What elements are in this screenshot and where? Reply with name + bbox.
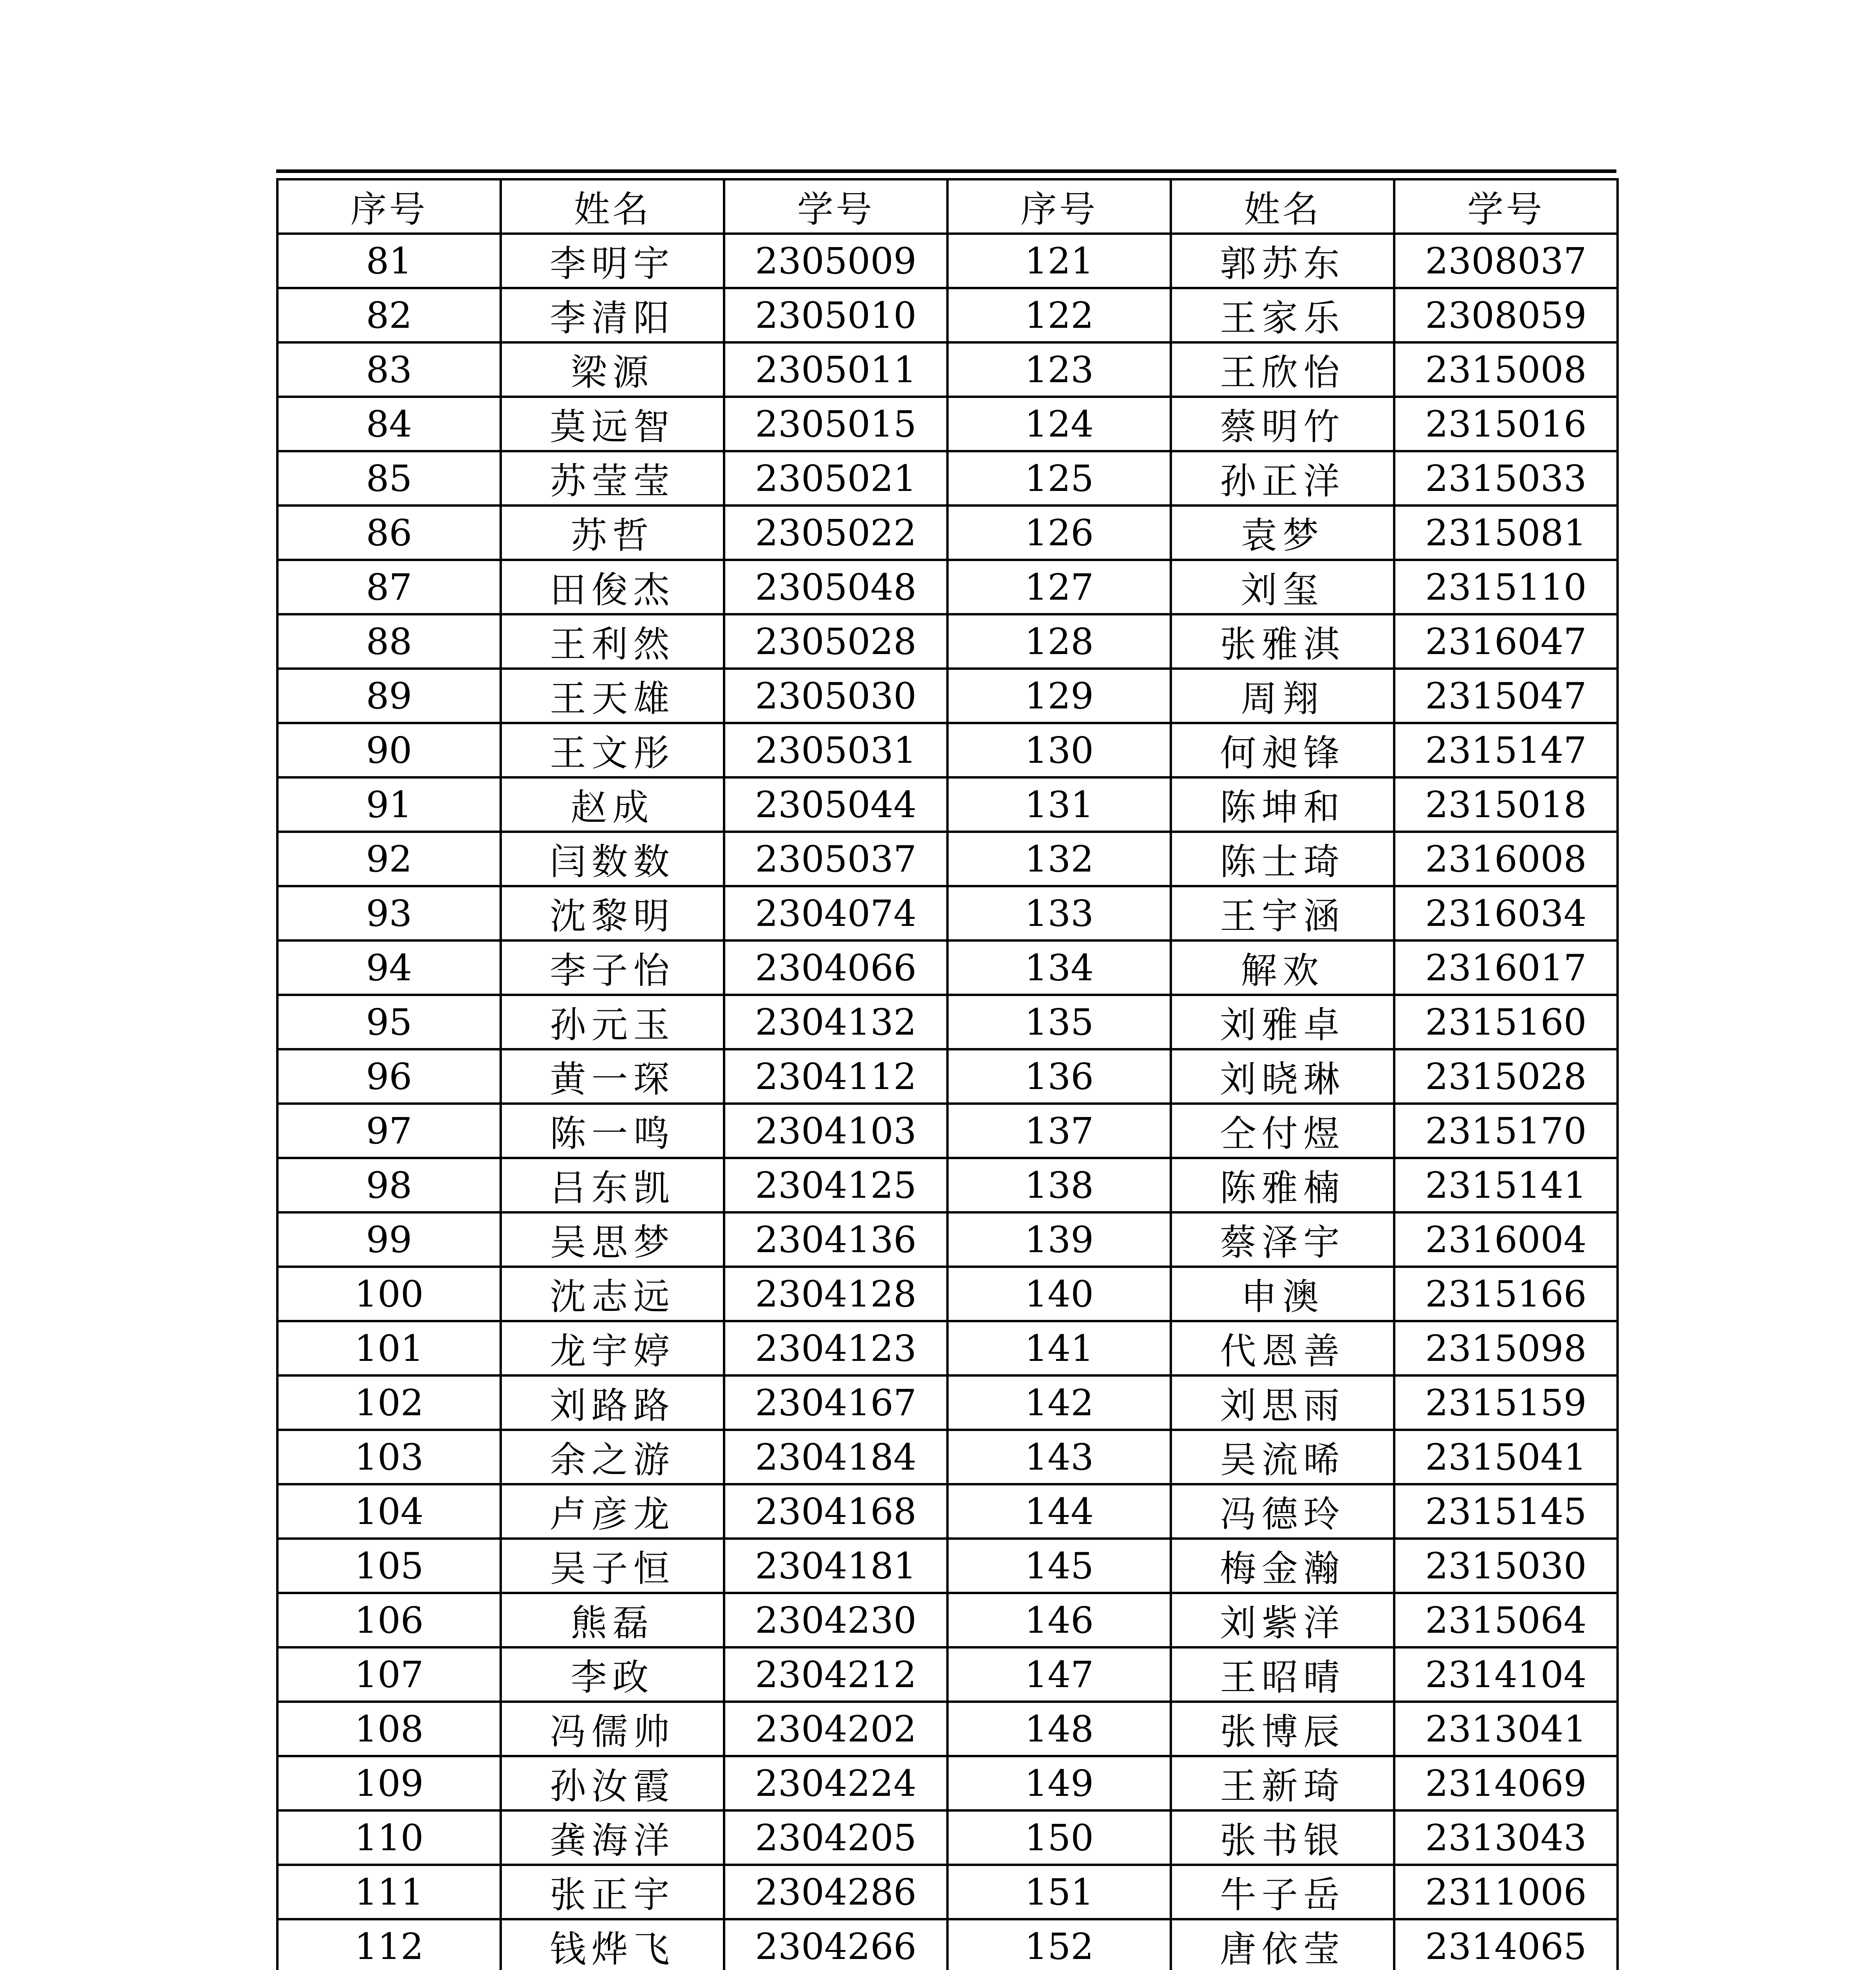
seq-cell: 127 [947,560,1171,614]
table-row [277,1430,1618,1484]
student-id-cell: 2305010 [724,288,947,342]
seq-cell: 95 [277,995,501,1049]
student-id-cell: 2304286 [724,1865,947,1919]
table-row [277,614,1618,669]
seq-cell: 83 [277,342,501,397]
seq-cell: 126 [947,506,1171,560]
name-cell: 冯德玲 [1171,1484,1394,1539]
student-id-cell: 2304112 [724,1049,947,1104]
seq-cell: 82 [277,288,501,342]
student-id-cell: 2305009 [724,234,947,288]
seq-cell: 151 [947,1865,1171,1919]
table-row [277,1756,1618,1810]
seq-cell: 90 [277,723,501,777]
table-row [277,669,1618,723]
name-cell: 吴子恒 [501,1539,724,1593]
seq-cell: 96 [277,1049,501,1104]
seq-cell: 133 [947,886,1171,940]
student-id-cell: 2313043 [1394,1810,1618,1865]
name-cell: 李清阳 [501,288,724,342]
table-row [277,1539,1618,1593]
student-id-cell: 2315170 [1394,1104,1618,1158]
student-id-cell: 2315064 [1394,1593,1618,1647]
name-cell: 王新琦 [1171,1756,1394,1810]
seq-cell: 102 [277,1375,501,1430]
seq-cell: 107 [277,1647,501,1702]
table-row [277,506,1618,560]
seq-cell: 131 [947,777,1171,832]
name-cell: 牛子岳 [1171,1865,1394,1919]
column-header: 姓名 [1171,179,1394,234]
student-id-cell: 2315081 [1394,506,1618,560]
seq-cell: 132 [947,832,1171,886]
name-cell: 沈志远 [501,1267,724,1321]
seq-cell: 141 [947,1321,1171,1375]
name-cell: 张博辰 [1171,1702,1394,1756]
name-cell: 吕东凯 [501,1158,724,1212]
table-row [277,1049,1618,1104]
student-id-cell: 2304205 [724,1810,947,1865]
seq-cell: 130 [947,723,1171,777]
name-cell: 苏莹莹 [501,451,724,506]
name-cell: 刘玺 [1171,560,1394,614]
name-cell: 莫远智 [501,397,724,451]
student-id-cell: 2305044 [724,777,947,832]
seq-cell: 134 [947,940,1171,995]
student-id-cell: 2304181 [724,1539,947,1593]
name-cell: 陈坤和 [1171,777,1394,832]
name-cell: 刘雅卓 [1171,995,1394,1049]
seq-cell: 112 [277,1919,501,1970]
student-id-cell: 2315016 [1394,397,1618,451]
student-id-cell: 2315008 [1394,342,1618,397]
name-cell: 刘思雨 [1171,1375,1394,1430]
student-id-cell: 2304224 [724,1756,947,1810]
seq-cell: 143 [947,1430,1171,1484]
roster-body [277,179,1618,1970]
student-id-cell: 2315159 [1394,1375,1618,1430]
student-id-cell: 2314104 [1394,1647,1618,1702]
name-cell: 吴流晞 [1171,1430,1394,1484]
student-id-cell: 2315030 [1394,1539,1618,1593]
seq-cell: 88 [277,614,501,669]
seq-cell: 123 [947,342,1171,397]
student-id-cell: 2315047 [1394,669,1618,723]
table-row [277,288,1618,342]
name-cell: 周翔 [1171,669,1394,723]
name-cell: 张书银 [1171,1810,1394,1865]
student-id-cell: 2314069 [1394,1756,1618,1810]
student-id-cell: 2305022 [724,506,947,560]
table-row [277,560,1618,614]
student-id-cell: 2305021 [724,451,947,506]
table-row [277,1647,1618,1702]
name-cell: 李子怡 [501,940,724,995]
seq-cell: 138 [947,1158,1171,1212]
table-row [277,1158,1618,1212]
name-cell: 刘晓琳 [1171,1049,1394,1104]
seq-cell: 99 [277,1212,501,1267]
name-cell: 陈一鸣 [501,1104,724,1158]
name-cell: 孙汝霞 [501,1756,724,1810]
seq-cell: 84 [277,397,501,451]
student-id-cell: 2316034 [1394,886,1618,940]
name-cell: 李政 [501,1647,724,1702]
student-id-cell: 2304212 [724,1647,947,1702]
student-id-cell: 2315160 [1394,995,1618,1049]
student-id-cell: 2311006 [1394,1865,1618,1919]
seq-cell: 142 [947,1375,1171,1430]
student-id-cell: 2304074 [724,886,947,940]
seq-cell: 89 [277,669,501,723]
name-cell: 孙元玉 [501,995,724,1049]
student-id-cell: 2315033 [1394,451,1618,506]
seq-cell: 121 [947,234,1171,288]
student-id-cell: 2304103 [724,1104,947,1158]
name-cell: 王家乐 [1171,288,1394,342]
name-cell: 梁源 [501,342,724,397]
seq-cell: 87 [277,560,501,614]
table-row [277,1702,1618,1756]
student-id-cell: 2305028 [724,614,947,669]
student-id-cell: 2315041 [1394,1430,1618,1484]
table-row [277,1375,1618,1430]
name-cell: 袁梦 [1171,506,1394,560]
table-row [277,451,1618,506]
table-row [277,1919,1618,1970]
seq-cell: 98 [277,1158,501,1212]
seq-cell: 125 [947,451,1171,506]
top-rule [276,169,1616,173]
table-row [277,1104,1618,1158]
seq-cell: 152 [947,1919,1171,1970]
seq-cell: 145 [947,1539,1171,1593]
table-row [277,342,1618,397]
seq-cell: 101 [277,1321,501,1375]
column-header: 学号 [1394,179,1618,234]
seq-cell: 124 [947,397,1171,451]
student-id-cell: 2316004 [1394,1212,1618,1267]
name-cell: 王天雄 [501,669,724,723]
table-row [277,397,1618,451]
seq-cell: 144 [947,1484,1171,1539]
name-cell: 唐依莹 [1171,1919,1394,1970]
student-id-cell: 2304125 [724,1158,947,1212]
student-id-cell: 2316047 [1394,614,1618,669]
name-cell: 王欣怡 [1171,342,1394,397]
name-cell: 代恩善 [1171,1321,1394,1375]
seq-cell: 122 [947,288,1171,342]
seq-cell: 150 [947,1810,1171,1865]
name-cell: 王文彤 [501,723,724,777]
name-cell: 孙正洋 [1171,451,1394,506]
table-row [277,995,1618,1049]
seq-cell: 109 [277,1756,501,1810]
student-id-cell: 2316017 [1394,940,1618,995]
name-cell: 余之游 [501,1430,724,1484]
table-row [277,1593,1618,1647]
student-id-cell: 2315166 [1394,1267,1618,1321]
column-header: 序号 [947,179,1171,234]
seq-cell: 104 [277,1484,501,1539]
seq-cell: 94 [277,940,501,995]
student-id-cell: 2304266 [724,1919,947,1970]
student-id-cell: 2308037 [1394,234,1618,288]
table-row [277,940,1618,995]
student-id-cell: 2304123 [724,1321,947,1375]
seq-cell: 149 [947,1756,1171,1810]
name-cell: 钱烨飞 [501,1919,724,1970]
seq-cell: 139 [947,1212,1171,1267]
seq-cell: 91 [277,777,501,832]
name-cell: 陈士琦 [1171,832,1394,886]
name-cell: 黄一琛 [501,1049,724,1104]
student-id-cell: 2315145 [1394,1484,1618,1539]
name-cell: 蔡明竹 [1171,397,1394,451]
seq-cell: 105 [277,1539,501,1593]
name-cell: 苏哲 [501,506,724,560]
student-id-cell: 2304136 [724,1212,947,1267]
name-cell: 仝付煜 [1171,1104,1394,1158]
name-cell: 龙宇婷 [501,1321,724,1375]
name-cell: 张正宇 [501,1865,724,1919]
seq-cell: 100 [277,1267,501,1321]
name-cell: 梅金瀚 [1171,1539,1394,1593]
seq-cell: 136 [947,1049,1171,1104]
seq-cell: 85 [277,451,501,506]
name-cell: 冯儒帅 [501,1702,724,1756]
student-id-cell: 2313041 [1394,1702,1618,1756]
table-row [277,1212,1618,1267]
seq-cell: 92 [277,832,501,886]
student-id-cell: 2305011 [724,342,947,397]
name-cell: 闫数数 [501,832,724,886]
name-cell: 卢彦龙 [501,1484,724,1539]
student-id-cell: 2304184 [724,1430,947,1484]
name-cell: 龚海洋 [501,1810,724,1865]
student-id-cell: 2304230 [724,1593,947,1647]
seq-cell: 135 [947,995,1171,1049]
table-row [277,723,1618,777]
student-roster-table [276,178,1619,1970]
name-cell: 申澳 [1171,1267,1394,1321]
student-id-cell: 2304202 [724,1702,947,1756]
name-cell: 王昭晴 [1171,1647,1394,1702]
seq-cell: 86 [277,506,501,560]
header-row [277,179,1618,234]
student-id-cell: 2315141 [1394,1158,1618,1212]
table-row [277,1267,1618,1321]
table-row [277,886,1618,940]
name-cell: 何昶锋 [1171,723,1394,777]
seq-cell: 148 [947,1702,1171,1756]
name-cell: 解欢 [1171,940,1394,995]
student-id-cell: 2305048 [724,560,947,614]
student-id-cell: 2316008 [1394,832,1618,886]
seq-cell: 140 [947,1267,1171,1321]
seq-cell: 93 [277,886,501,940]
student-id-cell: 2304168 [724,1484,947,1539]
seq-cell: 137 [947,1104,1171,1158]
student-id-cell: 2304132 [724,995,947,1049]
name-cell: 张雅淇 [1171,614,1394,669]
table-row [277,832,1618,886]
student-id-cell: 2315110 [1394,560,1618,614]
column-header: 序号 [277,179,501,234]
name-cell: 郭苏东 [1171,234,1394,288]
name-cell: 田俊杰 [501,560,724,614]
student-id-cell: 2305037 [724,832,947,886]
table-row [277,1865,1618,1919]
name-cell: 沈黎明 [501,886,724,940]
student-id-cell: 2315098 [1394,1321,1618,1375]
name-cell: 李明宇 [501,234,724,288]
name-cell: 刘紫洋 [1171,1593,1394,1647]
seq-cell: 146 [947,1593,1171,1647]
name-cell: 赵成 [501,777,724,832]
column-header: 姓名 [501,179,724,234]
name-cell: 王利然 [501,614,724,669]
student-id-cell: 2305015 [724,397,947,451]
student-id-cell: 2315018 [1394,777,1618,832]
name-cell: 刘路路 [501,1375,724,1430]
table-row [277,1484,1618,1539]
name-cell: 吴思梦 [501,1212,724,1267]
student-id-cell: 2308059 [1394,288,1618,342]
name-cell: 陈雅楠 [1171,1158,1394,1212]
student-id-cell: 2315147 [1394,723,1618,777]
student-id-cell: 2304167 [724,1375,947,1430]
student-id-cell: 2314065 [1394,1919,1618,1970]
seq-cell: 111 [277,1865,501,1919]
seq-cell: 128 [947,614,1171,669]
seq-cell: 110 [277,1810,501,1865]
seq-cell: 103 [277,1430,501,1484]
table-row [277,777,1618,832]
seq-cell: 108 [277,1702,501,1756]
seq-cell: 147 [947,1647,1171,1702]
name-cell: 蔡泽宇 [1171,1212,1394,1267]
student-id-cell: 2305030 [724,669,947,723]
student-id-cell: 2304066 [724,940,947,995]
seq-cell: 81 [277,234,501,288]
name-cell: 王宇涵 [1171,886,1394,940]
table-row [277,1810,1618,1865]
student-id-cell: 2305031 [724,723,947,777]
seq-cell: 97 [277,1104,501,1158]
table-row [277,1321,1618,1375]
seq-cell: 106 [277,1593,501,1647]
student-id-cell: 2315028 [1394,1049,1618,1104]
name-cell: 熊磊 [501,1593,724,1647]
seq-cell: 129 [947,669,1171,723]
student-id-cell: 2304128 [724,1267,947,1321]
column-header: 学号 [724,179,947,234]
table-row [277,234,1618,288]
